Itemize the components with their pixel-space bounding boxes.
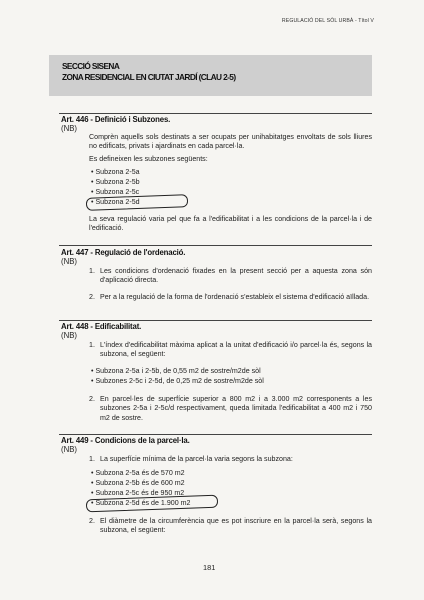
item-number: 1. xyxy=(89,341,95,349)
list-item: • Subzona 2-5b xyxy=(91,178,140,186)
list-item: • Subzona 2-5d xyxy=(91,198,140,206)
article-446-title: Art. 446 - Definició i Subzones. xyxy=(61,115,171,124)
item-number: 2. xyxy=(89,293,95,301)
list-item: • Subzones 2-5c i 2-5d, de 0,25 m2 de sostre/m2de sòl xyxy=(91,377,264,385)
list-item: • Subzona 2-5a és de 570 m2 xyxy=(91,469,185,477)
running-header: REGULACIÓ DEL SÒL URBÀ - Títol V xyxy=(281,18,374,24)
list-item: • Subzona 2-5a xyxy=(91,168,140,176)
section-number: SECCIÓ SISENA xyxy=(62,61,120,71)
list-item: • Subzona 2-5c és de 950 m2 xyxy=(91,489,185,497)
article-rule xyxy=(59,434,372,435)
article-447-item-1: Les condicions d'ordenació fixades en la present secció per a aquesta zona són d'aplicació directa. xyxy=(100,267,372,285)
article-449-nb: (NB) xyxy=(61,445,78,454)
article-449-item-2: El diàmetre de la circumferència que es pot inscriure en la parcel·la serà, segons la subzona, el següent: xyxy=(100,517,372,535)
list-item: • Subzona 2-5a i 2-5b, de 0,55 m2 de sostre/m2de sòl xyxy=(91,367,261,375)
section-title: ZONA RESIDENCIAL EN CIUTAT JARDÍ (CLAU 2-5) xyxy=(62,72,236,82)
article-448-item-1: L'índex d'edificabilitat màxima aplicat a la unitat d'edificació i/o parcel·la és, segons la subzona, el següent: xyxy=(100,341,372,359)
list-item: • Subzona 2-5d és de 1.900 m2 xyxy=(91,499,191,507)
article-447-item-2: Per a la regulació de la forma de l'ordenació s'estableix el sistema d'edificació aïllada. xyxy=(100,293,370,301)
article-447-title: Art. 447 - Regulació de l'ordenació. xyxy=(61,248,186,257)
list-item: • Subzona 2-5c xyxy=(91,188,140,196)
article-446-paragraph-2: Es defineixen les subzones següents: xyxy=(89,155,208,163)
item-number: 2. xyxy=(89,395,95,403)
item-number: 2. xyxy=(89,517,95,525)
list-item: • Subzona 2-5b és de 600 m2 xyxy=(91,479,185,487)
article-446-nb: (NB) xyxy=(61,124,78,133)
article-446-paragraph-3: La seva regulació varia pel que fa a l'edificabilitat i a les condicions de la parcel·la i de l'edificació. xyxy=(89,215,372,233)
article-448-item-2: En parcel·les de superfície superior a 800 m2 i a 3.000 m2 corresponents a les subzones 2-5a i 2-5c/d respectivament, queda limitada l'edificabilitat a 400 m2 i 750 m2 de sostre. xyxy=(100,395,372,422)
article-448-title: Art. 448 - Edificabilitat. xyxy=(61,322,142,331)
article-rule xyxy=(59,113,372,114)
handwritten-circle-mark xyxy=(86,194,188,211)
article-449-item-1: La superfície mínima de la parcel·la varia segons la subzona: xyxy=(100,455,293,463)
article-rule xyxy=(59,245,372,246)
item-number: 1. xyxy=(89,455,95,463)
article-448-nb: (NB) xyxy=(61,331,78,340)
item-number: 1. xyxy=(89,267,95,275)
article-449-title: Art. 449 - Condicions de la parcel·la. xyxy=(61,436,190,445)
article-447-nb: (NB) xyxy=(61,257,78,266)
article-446-paragraph-1: Comprèn aquells sols destinats a ser ocupats per unihabitatges envoltats de sols lliures no edificats, privats i ajardinats en cada parcel·la. xyxy=(89,133,372,151)
page-number: 181 xyxy=(203,563,216,572)
article-rule xyxy=(59,320,372,321)
